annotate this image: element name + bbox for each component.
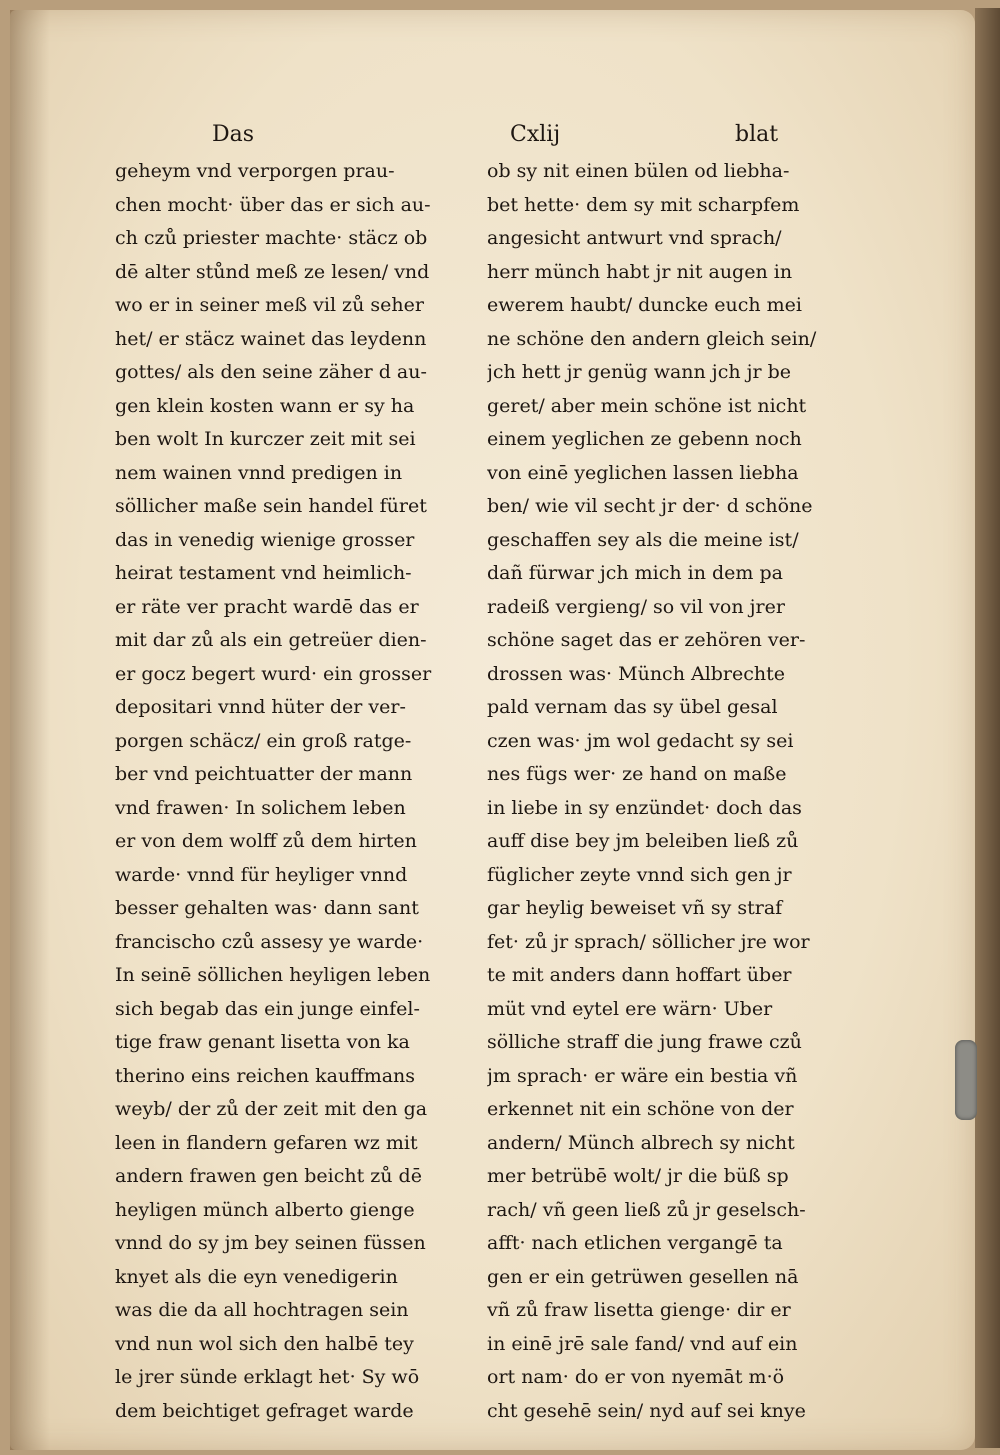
text-line: vñ zů fraw lisetta gienge· dir er [487, 1299, 791, 1321]
text-line: besser gehalten was· dann sant [115, 897, 419, 919]
book-clasp [955, 1040, 977, 1120]
text-line: ort nam· do er von nyemāt m·ö [487, 1366, 785, 1388]
running-head-right: blat [735, 122, 779, 147]
text-line: ewerem haubt/ duncke euch mei [487, 294, 802, 316]
text-line: angesicht antwurt vnd sprach/ [487, 227, 782, 249]
text-line: le jrer sünde erklagt het· Sy wō [115, 1366, 420, 1388]
text-line: heyligen münch alberto gienge [115, 1198, 415, 1221]
text-line: ch czů priester machte· stäcz ob [115, 227, 428, 249]
text-line: andern/ Münch albrech sy nicht [487, 1131, 795, 1154]
text-line: gottes/ als den seine zäher d au- [115, 361, 427, 383]
text-line: francischo czů assesy ye warde· [115, 930, 424, 953]
text-line: dē alter stůnd meß ze lesen/ vnd [115, 260, 430, 283]
text-line: wo er in seiner meß vil zů seher [115, 294, 424, 316]
text-line: müt vnd eytel ere wärn· Uber [487, 997, 773, 1020]
text-line: von einē yeglichen lassen liebha [487, 461, 799, 484]
text-line: weyb/ der zů der zeit mit den ga [115, 1098, 428, 1120]
text-line: er von dem wolff zů dem hirten [115, 830, 417, 852]
text-line: pald vernam das sy übel gesal [487, 696, 778, 718]
text-column-left [115, 155, 465, 1428]
text-line: er gocz begert wurd· ein grosser [115, 662, 432, 685]
text-line: ob sy nit einen bülen od liebha- [487, 160, 790, 182]
text-line: leen in flandern gefaren wz mit [115, 1131, 418, 1154]
text-line: vnd frawen· In solichem leben [115, 796, 406, 819]
text-line: vnd nun wol sich den halbē tey [115, 1332, 414, 1355]
text-line: was die da all hochtragen sein [115, 1299, 409, 1321]
text-line: het/ er stäcz wainet das leydenn [115, 327, 427, 350]
text-line: sich begab das ein junge einfel- [115, 997, 420, 1020]
text-line: söllicher maße sein handel füret [115, 495, 427, 517]
text-line: gen er ein getrüwen gesellen nā [487, 1265, 799, 1288]
text-line: gar heylig beweiset vñ sy straf [487, 897, 783, 919]
text-line: das in venedig wienige grosser [115, 528, 415, 551]
text-line: nes fügs wer· ze hand on maße [487, 763, 787, 785]
book-edge [975, 8, 1000, 1448]
text-line: dem beichtiget gefraget warde [115, 1399, 414, 1422]
text-line: te mit anders dann hoffart über [487, 964, 792, 986]
text-line: schöne saget das er zehören ver- [487, 629, 806, 651]
text-line: depositari vnnd hüter der ver- [115, 696, 406, 718]
text-line: mit dar zů als ein getreüer dien- [115, 629, 427, 651]
text-line: nem wainen vnnd predigen in [115, 461, 403, 484]
text-line: geschaffen sey als die meine ist/ [487, 528, 799, 551]
text-line: sölliche straff die jung frawe czů [487, 1031, 802, 1053]
text-line: mer betrübē wolt/ jr die büß sp [487, 1165, 789, 1187]
text-line: auff dise bey jm beleiben ließ zů [487, 830, 799, 852]
text-line: ben wolt In kurczer zeit mit sei [115, 428, 416, 450]
text-line: radeiß vergieng/ so vil von jrer [487, 595, 785, 618]
text-column-right [487, 155, 827, 1428]
text-line: bet hette· dem sy mit scharpfem [487, 193, 800, 216]
text-line: cht gesehē sein/ nyd auf sei knye [487, 1399, 806, 1422]
text-line: knyet als die eyn venedigerin [115, 1265, 398, 1288]
text-line: chen mocht· über das er sich au- [115, 193, 431, 216]
text-line: ne schöne den andern gleich sein/ [487, 327, 817, 350]
text-line: er räte ver pracht wardē das er [115, 595, 419, 618]
text-line: rach/ vñ geen ließ zů jr geselsch- [487, 1198, 806, 1221]
text-line: ben/ wie vil secht jr der· d schöne [487, 495, 813, 517]
text-line: vnnd do sy jm bey seinen füssen [115, 1232, 426, 1254]
text-line: herr münch habt jr nit augen in [487, 260, 793, 283]
text-line: jm sprach· er wäre ein bestia vñ [487, 1064, 798, 1087]
text-line: warde· vnnd für heyliger vnnd [115, 863, 408, 886]
text-line: gen klein kosten wann er sy ha [115, 394, 415, 417]
text-line: afft· nach etlichen vergangē ta [487, 1232, 783, 1254]
text-line: einem yeglichen ze gebenn noch [487, 428, 802, 450]
text-line: jch hett jr genüg wann jch jr be [487, 361, 792, 383]
text-line: In seinē söllichen heyligen leben [115, 964, 431, 986]
text-line: ber vnd peichtuatter der mann [115, 763, 413, 785]
running-head-left: Das [212, 122, 255, 147]
text-line: dañ fürwar jch mich in dem pa [487, 562, 783, 584]
text-line: geret/ aber mein schöne ist nicht [487, 394, 807, 417]
text-line: czen was· jm wol gedacht sy sei [487, 729, 794, 752]
text-line: fet· zů jr sprach/ söllicher jre wor [487, 930, 810, 953]
text-line: tige fraw genant lisetta von ka [115, 1031, 410, 1053]
text-line: porgen schäcz/ ein groß ratge- [115, 729, 412, 752]
folio-number: Cxlij [510, 122, 561, 147]
text-line: füglicher zeyte vnnd sich gen jr [487, 863, 792, 886]
gutter-shadow [10, 10, 50, 1450]
text-line: in liebe in sy enzündet· doch das [487, 796, 802, 819]
text-line: erkennet nit ein schöne von der [487, 1098, 794, 1120]
text-line: heirat testament vnd heimlich- [115, 562, 412, 584]
text-line: andern frawen gen beicht zů dē [115, 1165, 422, 1187]
text-line: in einē jrē sale fand/ vnd auf ein [487, 1332, 798, 1355]
text-line: geheym vnd verporgen prau- [115, 160, 395, 182]
text-line: therino eins reichen kauffmans [115, 1064, 416, 1087]
text-line: drossen was· Münch Albrechte [487, 662, 786, 685]
